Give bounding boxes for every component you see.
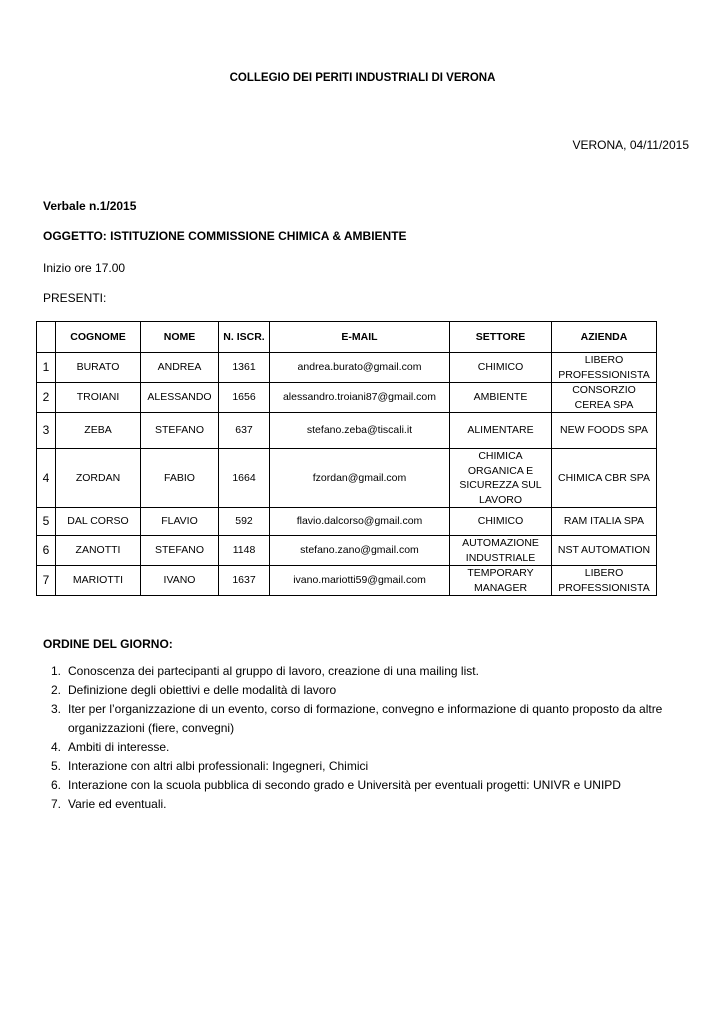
list-item: 4. Ambiti di interesse. <box>43 738 683 757</box>
cell-settore: CHIMICO <box>450 353 552 383</box>
verbale-number: Verbale n.1/2015 <box>43 199 137 213</box>
ordine-label: ORDINE DEL GIORNO: <box>43 637 173 651</box>
cell-settore: ALIMENTARE <box>450 413 552 449</box>
table-row <box>37 449 657 508</box>
header-email: E-MAIL <box>270 322 450 353</box>
cell-email: ivano.mariotti59@gmail.com <box>270 566 450 596</box>
row-number: 5 <box>37 508 56 536</box>
cell-nome: FABIO <box>141 449 219 508</box>
presenti-label: PRESENTI: <box>43 291 107 305</box>
cell-cognome: ZEBA <box>56 413 141 449</box>
document-title: COLLEGIO DEI PERITI INDUSTRIALI DI VERONA <box>229 72 496 84</box>
cell-nome: STEFANO <box>141 536 219 566</box>
header-nome: NOME <box>141 322 219 353</box>
list-item: 6. Interazione con la scuola pubblica di secondo grado e Università per eventuali progetti: UNIVR e UNIPD <box>43 776 683 795</box>
agenda-item-text: Interazione con altri albi professionali: Ingegneri, Chimici <box>68 759 369 773</box>
cell-email: flavio.dalcorso@gmail.com <box>270 508 450 536</box>
cell-nome: ALESSANDO <box>141 383 219 413</box>
header-cognome: COGNOME <box>56 322 141 353</box>
table-row <box>37 353 657 383</box>
cell-azienda: LIBERO PROFESSIONISTA <box>552 353 657 383</box>
cell-iscr: 1664 <box>219 449 270 508</box>
list-item: 3. Iter per l’organizzazione di un evento, corso di formazione, convegno e informazione di quanto proposto da altre organizzazioni (fiere, convegni) <box>43 700 683 738</box>
cell-iscr: 592 <box>219 508 270 536</box>
agenda-item-text: Conoscenza dei partecipanti al gruppo di lavoro, creazione di una mailing list. <box>68 664 479 678</box>
agenda-item-text: Varie ed eventuali. <box>68 797 167 811</box>
cell-azienda: RAM ITALIA SPA <box>552 508 657 536</box>
cell-nome: STEFANO <box>141 413 219 449</box>
row-number: 2 <box>37 383 56 413</box>
oggetto-line: OGGETTO: ISTITUZIONE COMMISSIONE CHIMICA & AMBIENTE <box>43 229 407 243</box>
cell-iscr: 1637 <box>219 566 270 596</box>
cell-cognome: DAL CORSO <box>56 508 141 536</box>
cell-settore: AUTOMAZIONE INDUSTRIALE <box>450 536 552 566</box>
list-item: 7. Varie ed eventuali. <box>43 795 683 814</box>
list-item: 1. Conoscenza dei partecipanti al gruppo di lavoro, creazione di una mailing list. <box>43 662 683 681</box>
cell-iscr: 1361 <box>219 353 270 383</box>
agenda-item-text: Iter per l’organizzazione di un evento, corso di formazione, convegno e informazione di quanto proposto da altre organizzazioni (fiere, convegni) <box>68 702 663 735</box>
table-row <box>37 536 657 566</box>
agenda-item-text: Interazione con la scuola pubblica di secondo grado e Università per eventuali progetti: UNIVR e UNIPD <box>68 778 621 792</box>
row-number: 1 <box>37 353 56 383</box>
header-iscr: N. ISCR. <box>219 322 270 353</box>
row-number: 3 <box>37 413 56 449</box>
row-number: 7 <box>37 566 56 596</box>
cell-email: stefano.zano@gmail.com <box>270 536 450 566</box>
cell-iscr: 637 <box>219 413 270 449</box>
list-item: 5. Interazione con altri albi professionali: Ingegneri, Chimici <box>43 757 683 776</box>
cell-settore: CHIMICA ORGANICA E SICUREZZA SUL LAVORO <box>450 449 552 508</box>
cell-azienda: LIBERO PROFESSIONISTA <box>552 566 657 596</box>
table-row <box>37 413 657 449</box>
agenda-item-text: Ambiti di interesse. <box>68 740 170 754</box>
cell-cognome: BURATO <box>56 353 141 383</box>
cell-email: andrea.burato@gmail.com <box>270 353 450 383</box>
cell-settore: CHIMICO <box>450 508 552 536</box>
cell-email: stefano.zeba@tiscali.it <box>270 413 450 449</box>
table-header-row <box>37 322 657 353</box>
table-row <box>37 383 657 413</box>
cell-nome: IVANO <box>141 566 219 596</box>
list-item: 2. Definizione degli obiettivi e delle modalità di lavoro <box>43 681 683 700</box>
row-number: 4 <box>37 449 56 508</box>
cell-iscr: 1148 <box>219 536 270 566</box>
agenda-list <box>43 662 683 814</box>
row-number: 6 <box>37 536 56 566</box>
cell-settore: AMBIENTE <box>450 383 552 413</box>
cell-cognome: MARIOTTI <box>56 566 141 596</box>
presenti-table <box>36 321 657 596</box>
header-settore: SETTORE <box>450 322 552 353</box>
cell-azienda: CHIMICA CBR SPA <box>552 449 657 508</box>
cell-azienda: NST AUTOMATION <box>552 536 657 566</box>
cell-nome: FLAVIO <box>141 508 219 536</box>
cell-settore: TEMPORARY MANAGER <box>450 566 552 596</box>
cell-azienda: NEW FOODS SPA <box>552 413 657 449</box>
document-date: VERONA, 04/11/2015 <box>572 138 689 152</box>
cell-cognome: ZORDAN <box>56 449 141 508</box>
cell-nome: ANDREA <box>141 353 219 383</box>
table-row <box>37 508 657 536</box>
cell-iscr: 1656 <box>219 383 270 413</box>
header-num <box>37 322 56 353</box>
cell-cognome: ZANOTTI <box>56 536 141 566</box>
table-row <box>37 566 657 596</box>
cell-azienda: CONSORZIO CEREA SPA <box>552 383 657 413</box>
agenda-item-text: Definizione degli obiettivi e delle modalità di lavoro <box>68 683 337 697</box>
header-azienda: AZIENDA <box>552 322 657 353</box>
start-time: Inizio ore 17.00 <box>43 261 126 275</box>
cell-email: alessandro.troiani87@gmail.com <box>270 383 450 413</box>
cell-email: fzordan@gmail.com <box>270 449 450 508</box>
cell-cognome: TROIANI <box>56 383 141 413</box>
